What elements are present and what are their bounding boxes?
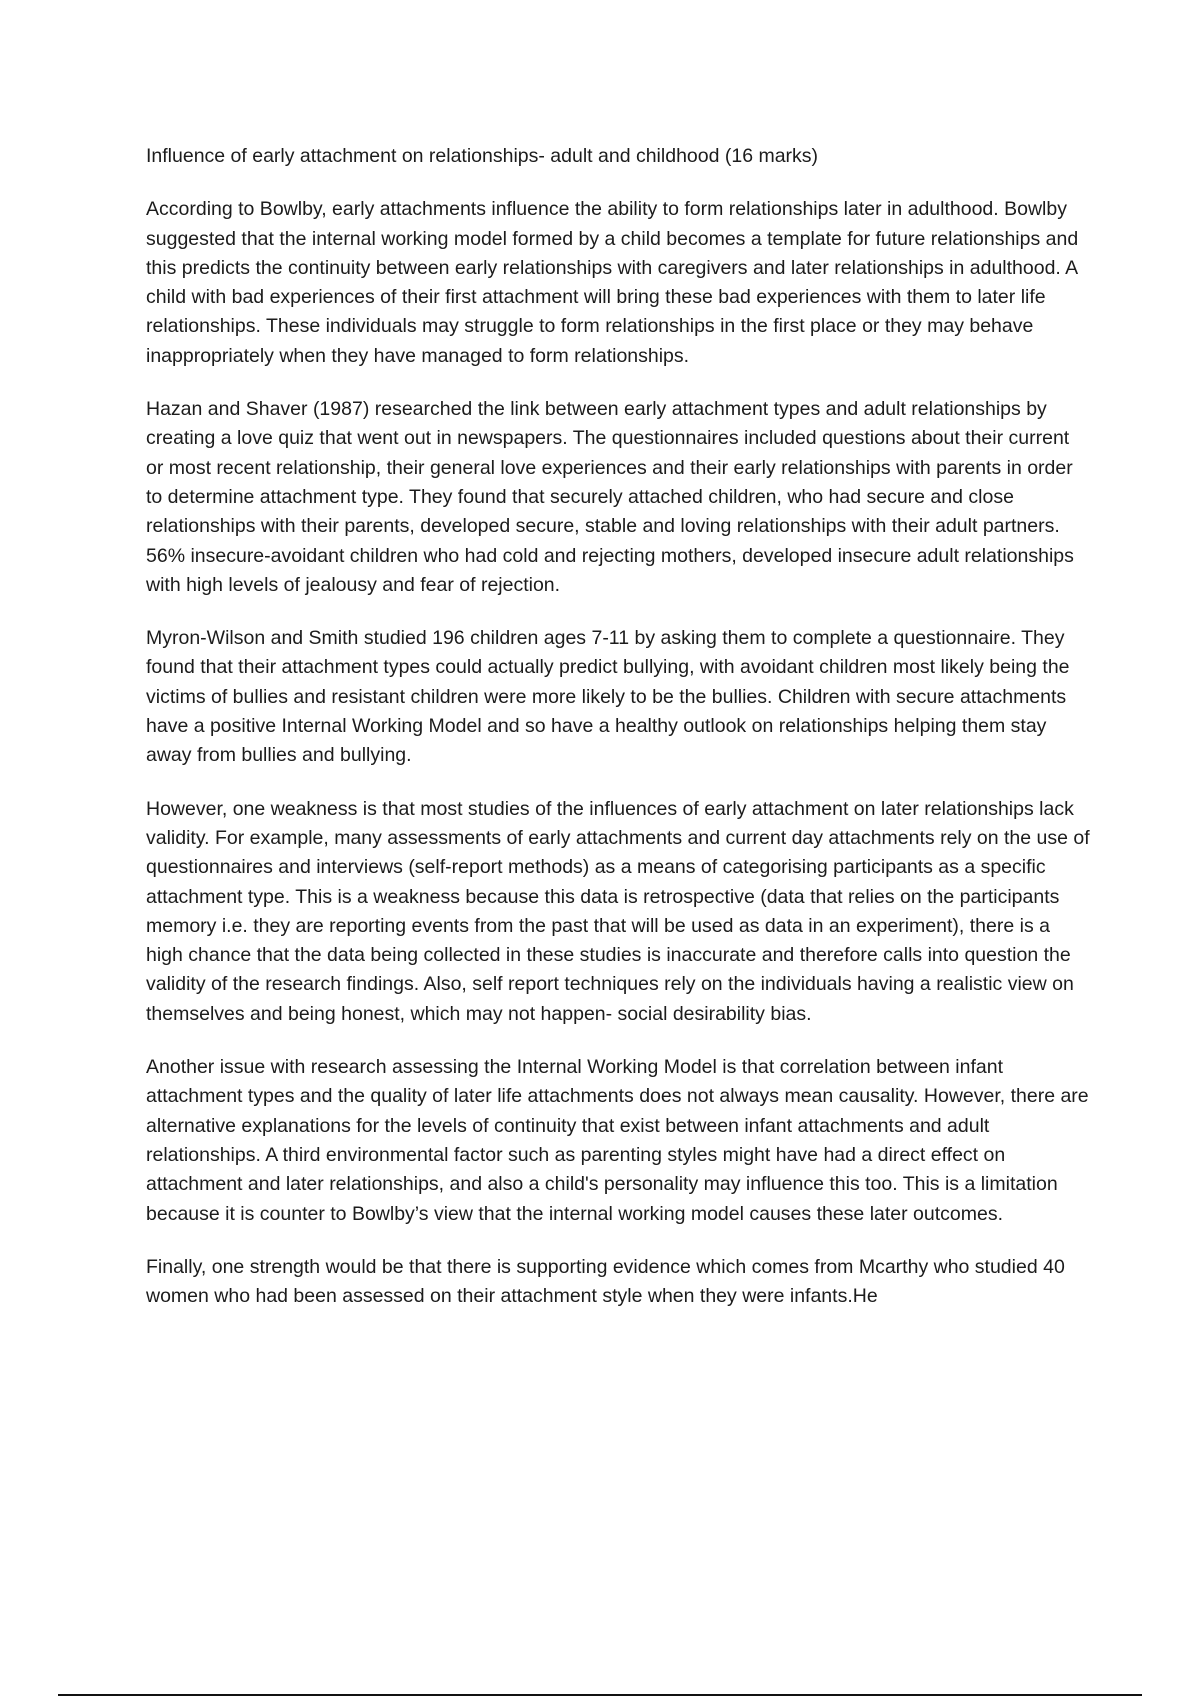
- paragraph-bowlby: According to Bowlby, early attachments influence the ability to form relationships later in adulthood. Bowlby suggested that the internal working model formed by a child becomes a template for future relationships and this predicts the continuity between early relationships with caregivers and later relationships in adulthood. A child with bad experiences of their first attachment will bring these bad experiences with them to later life relationships. These individuals may struggle to form relationships in the first place or they may behave inappropriately when they have managed to form relationships.: [146, 198, 1079, 367]
- document-title: Influence of early attachment on relationships- adult and childhood (16 marks): [146, 145, 819, 167]
- paragraph-hazan-shaver: Hazan and Shaver (1987) researched the link between early attachment types and adult relationships by creating a love quiz that went out in newspapers. The questionnaires included questions about their current or most recent relationship, their general love experiences and their early relationships with parents in order to determine attachment type. They found that securely attached children, who had secure and close relationships with their parents, developed secure, stable and loving relationships with their adult partners. 56% insecure-avoidant children who had cold and rejecting mothers, developed insecure adult relationships with high levels of jealousy and fear of rejection.: [146, 398, 1074, 596]
- paragraph-supporting-evidence: Finally, one strength would be that there is supporting evidence which comes from Mcarthy who studied 40 women who had been assessed on their attachment style when they were infants.He: [146, 1255, 1065, 1308]
- paragraph-correlation-issue: Another issue with research assessing the Internal Working Model is that correlation between infant attachment types and the quality of later life attachments does not always mean causality. However, there are alternative explanations for the levels of continuity that exist between infant attachments and adult relationships. A third environmental factor such as parenting styles might have had a direct effect on attachment and later relationships, and also a child's personality may influence this too. This is a limitation because it is counter to Bowlby’s view that the internal working model causes these later outcomes.: [146, 1056, 1089, 1225]
- paragraph-myron-wilson-smith: Myron-Wilson and Smith studied 196 children ages 7-11 by asking them to complete a questionnaire. They found that their attachment types could actually predict bullying, with avoidant children most likely being the victims of bullies and resistant children were more likely to be the bullies. Children with secure attachments have a positive Internal Working Model and so have a healthy outlook on relationships helping them stay away from bullies and bullying.: [146, 627, 1070, 767]
- page-bottom-rule: [58, 1694, 1142, 1696]
- document-body: [146, 142, 1091, 1335]
- paragraph-validity-weakness: However, one weakness is that most studies of the influences of early attachment on later relationships lack validity. For example, many assessments of early attachments and current day attachments rely on the use of questionnaires and interviews (self-report methods) as a means of categorising participants as a specific attachment type. This is a weakness because this data is retrospective (data that relies on the participants memory i.e. they are reporting events from the past that will be used as data in an experiment), there is a high chance that the data being collected in these studies is inaccurate and therefore calls into question the validity of the research findings. Also, self report techniques rely on the individuals having a realistic view on themselves and being honest, which may not happen- social desirability bias.: [146, 797, 1090, 1025]
